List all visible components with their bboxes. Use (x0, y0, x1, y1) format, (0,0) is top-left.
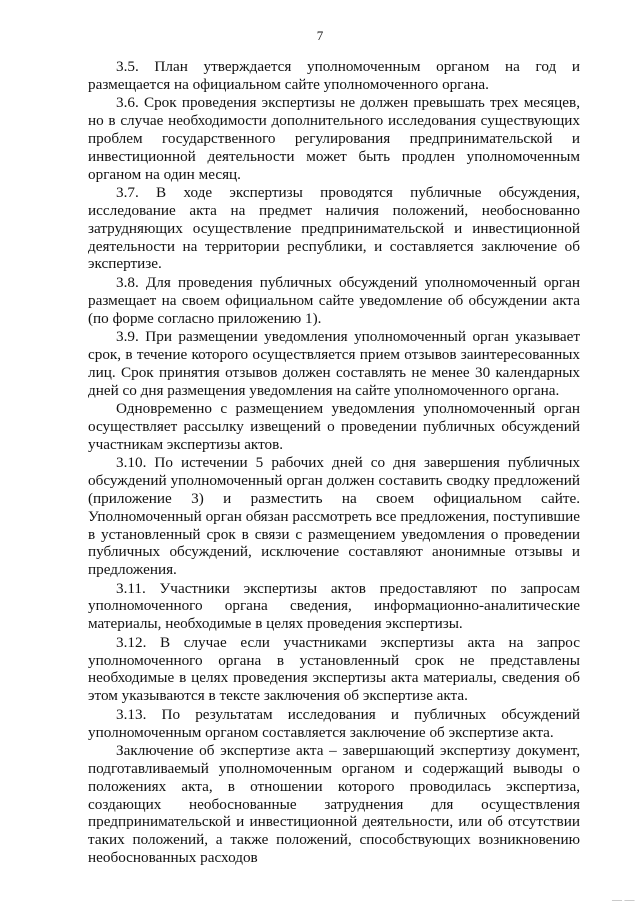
paragraph-3-9: 3.9. При размещении уведомления уполномоченный орган указывает срок, в течение которого осуществляется прием отзывов заинтересованных лиц. Срок принятия отзывов должен составлять не менее 30 календарных дней со дня размещения уведомления на сайте уполномоченного органа. (88, 328, 580, 399)
paragraph-3-9-continued: Одновременно с размещением уведомления уполномоченный орган осуществляет рассылку извещений о проведении публичных обсуждений участникам экспертизы актов. (88, 400, 580, 453)
scan-edge-mark: — — (612, 895, 635, 906)
paragraph-3-12: 3.12. В случае если участниками экспертизы акта на запрос уполномоченного органа в установленный срок не представлены необходимые в целях проведения экспертизы акта материалы, сведения об этом указываются в тексте заключения об экспертизе акта. (88, 633, 580, 705)
paragraph-3-7: 3.7. В ходе экспертизы проводятся публичные обсуждения, исследование акта на предмет наличия положений, необоснованно затрудняющих осуществление предпринимательской и инвестиционной деятельности на территории республики, и составляется заключение об экспертизе. (88, 184, 580, 273)
paragraph-3-13: 3.13. По результатам исследования и публичных обсуждений уполномоченным органом составляется заключение об экспертизе акта. (88, 705, 580, 741)
paragraph-conclusion-definition: Заключение об экспертизе акта – завершающий экспертизу документ, подготавливаемый уполномоченным органом и содержащий выводы о положениях акта, в отношении которого проводилась экспертиза, создающих необоснованные затруднения для осуществления предпринимательской и инвестиционной деятельности, или об отсутствии таких положений, а также положений, способствующих возникновению необоснованных расходов (88, 742, 580, 867)
paragraph-3-8: 3.8. Для проведения публичных обсуждений уполномоченный орган размещает на своем официальном сайте уведомление об обсуждении акта (по форме согласно приложению 1). (88, 273, 580, 327)
document-body (88, 58, 580, 868)
page-number: 7 (316, 28, 324, 43)
paragraph-3-10: 3.10. По истечении 5 рабочих дней со дня завершения публичных обсуждений уполномоченный орган должен составить сводку предложений (приложение 3) и разместить на своем официальном сайте. Уполномоченный орган обязан рассмотреть все предложения, поступившие в установленный срок в связи с размещением уведомления о проведении публичных обсуждений, исключение составляют анонимные отзывы и предложения. (88, 454, 580, 579)
paragraph-3-11: 3.11. Участники экспертизы актов предоставляют по запросам уполномоченного органа сведения, информационно-аналитические материалы, необходимые в целях проведения экспертизы. (88, 579, 580, 633)
paragraph-3-5: 3.5. План утверждается уполномоченным органом на год и размещается на официальном сайте уполномоченного органа. (88, 58, 580, 93)
paragraph-3-6: 3.6. Срок проведения экспертизы не должен превышать трех месяцев, но в случае необходимости дополнительного исследования существующих проблем государственного регулирования предпринимательской и инвестиционной деятельности может быть продлен уполномоченным органом на один месяц. (88, 94, 580, 183)
